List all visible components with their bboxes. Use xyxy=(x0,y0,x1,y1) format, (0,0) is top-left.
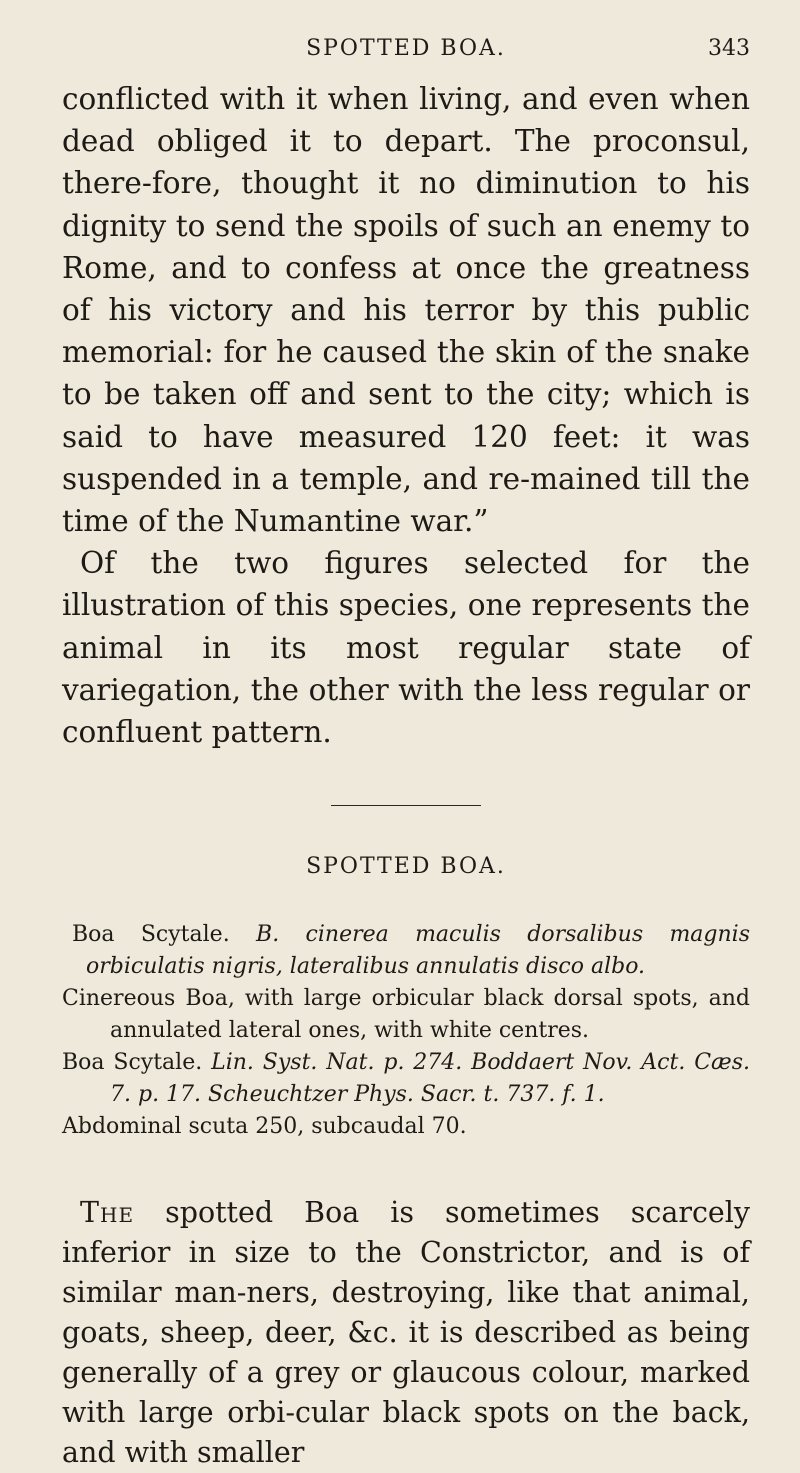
paragraph-continuation: conflicted with it when living, and even when dead obliged it to depart. The proconsul, there-fore, thought it no diminution to his dignity to send the spoils of such an enemy to Rome, and to confess at once the greatness of his victory and his terror by this public memorial: for he caused the skin of the snake to be taken off and sent to the city; which is said to have measured 120 feet: it was suspended in a temple, and re-mained till the time of the Numantine war.” xyxy=(62,82,750,539)
body-text xyxy=(62,78,750,753)
page-number: 343 xyxy=(708,36,750,61)
synonymy-block xyxy=(62,919,750,1143)
description-paragraph xyxy=(62,1193,750,1473)
synonymy-entry-references xyxy=(62,1047,750,1111)
paragraph-illustration-note: Of the two figures selected for the illustration of this species, one represents the animal in its most regular state of variegation, the other with the less regular or confluent pattern. xyxy=(62,546,750,750)
species-name: Boa Scytale. xyxy=(72,922,230,948)
section-title: SPOTTED BOA. xyxy=(306,854,506,880)
latin-diagnosis: B. cinerea maculis dorsalibus magnis orbiculatis nigris, lateralibus annulatis disco albo. xyxy=(86,922,750,980)
synonymy-entry-scuta: Abdominal scuta 250, subcaudal 70. xyxy=(62,1114,467,1140)
running-head xyxy=(62,0,750,78)
synonymy-entry-linnaean xyxy=(62,919,750,983)
bibliographic-references: Lin. Syst. Nat. p. 274. Boddaert Nov. Act. Cæs. 7. p. 17. Scheuchtzer Phys. Sacr. t. 737. f. 1. xyxy=(110,1050,750,1108)
description-text: spotted Boa is sometimes scarcely inferior in size to the Constrictor, and is of similar man-ners, destroying, like that animal, goats, sheep, deer, &c. it is described as being generally of a grey or glaucous colour, marked with large orbi-cular black spots on the back, and with smaller xyxy=(62,1196,750,1470)
species-name: Boa Scytale. xyxy=(62,1050,203,1076)
running-title: SPOTTED BOA. xyxy=(306,36,506,61)
synonymy-entry-english: Cinereous Boa, with large orbicular black dorsal spots, and annulated lateral ones, with white centres. xyxy=(62,986,750,1044)
description xyxy=(62,1193,750,1473)
section-divider xyxy=(331,805,481,806)
lead-word: The xyxy=(80,1196,135,1230)
